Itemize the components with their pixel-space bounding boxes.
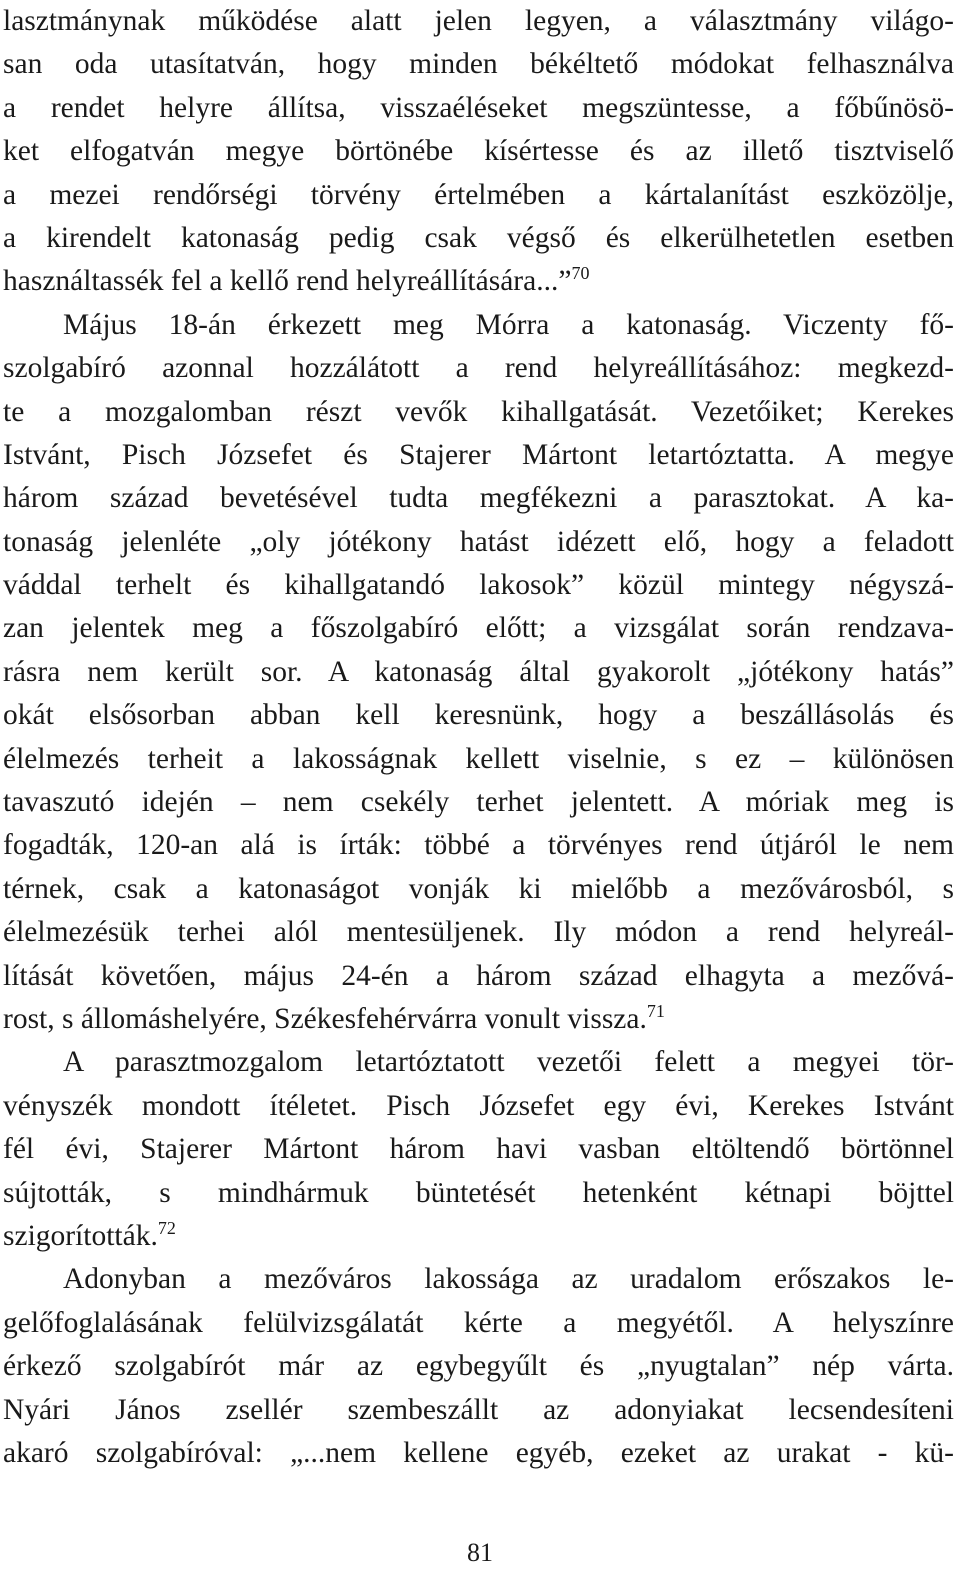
text-line [3, 434, 954, 477]
text-line [3, 1389, 954, 1432]
text-line [3, 1432, 954, 1475]
text-line [3, 868, 954, 911]
text-line [3, 564, 954, 607]
text-line [3, 824, 954, 867]
text-line [3, 1215, 954, 1258]
text-line-content: fogadták, 120-an alá is írták: többé a törvényes rend útjáról le nem [3, 829, 954, 862]
text-line [3, 1345, 954, 1388]
text-line-content: három század bevetésével tudta megfékezni a parasztokat. A ka- [3, 482, 954, 515]
text-line-content: fél évi, Stajerer Mártont három havi vasban eltöltendő börtönnel [3, 1133, 954, 1166]
text-line-content: rásra nem került sor. A katonaság által gyakorolt „jótékony hatás” [3, 655, 954, 688]
text-line-content: lítását követően, május 24-én a három század elhagyta a mezővá- [3, 959, 954, 992]
text-line-content: sújtották, s mindhármuk büntetését hetenként kétnapi böjttel [3, 1176, 954, 1209]
text-line [3, 694, 954, 737]
text-line [3, 477, 954, 520]
text-line-content: te a mozgalomban részt vevők kihallgatását. Vezetőiket; Kerekes [3, 395, 954, 428]
text-line [3, 1041, 954, 1084]
text-line [3, 1085, 954, 1128]
text-line-content: vényszék mondott ítéletet. Pisch Józsefet egy évi, Kerekes Istvánt [3, 1089, 954, 1122]
text-line-content: térnek, csak a katonaságot vonják ki mielőbb a mezővárosból, s [3, 872, 954, 905]
text-line-content: tonaság jelenléte „oly jótékony hatást idézett elő, hogy a feladott [3, 525, 954, 558]
text-line-content: élelmezésük terhei alól mentesüljenek. Ily módon a rend helyreál- [3, 916, 954, 949]
text-line-content: lasztmánynak működése alatt jelen legyen, a választmány világo- [3, 5, 954, 37]
text-line-content: szigorították. [3, 1219, 158, 1252]
text-line [3, 1258, 954, 1301]
text-line [3, 738, 954, 781]
text-line-content: rost, s állomáshelyére, Székesfehérvárra vonult vissza. [3, 1002, 647, 1035]
text-line-content: Nyári János zsellér szembeszállt az adonyiakat lecsendesíteni [3, 1393, 954, 1426]
text-line [3, 1302, 954, 1345]
text-line-content: san oda utasítatván, hogy minden békéltető módokat felhasználva [3, 48, 954, 81]
text-line [3, 0, 954, 43]
text-line-content: élelmezés terheit a lakosságnak kellett viselnie, s ez – különösen [3, 742, 954, 775]
text-line [3, 43, 954, 86]
text-line-content: akaró szolgabíróval: „...nem kellene egyéb, ezeket az urakat - kü- [3, 1436, 954, 1469]
text-line [3, 955, 954, 998]
text-line [3, 781, 954, 824]
text-line-content: használtassék fel a kellő rend helyreállítására...” [3, 265, 572, 298]
text-line-content: zan jelentek meg a főszolgabíró előtt; a vizsgálat során rendzava- [3, 612, 954, 645]
text-line-content: A parasztmozgalom letartóztatott vezetői felett a megyei tör- [63, 1046, 954, 1079]
page-number: 81 [467, 1538, 493, 1567]
text-line [3, 304, 954, 347]
footnote-marker: 70 [571, 263, 590, 284]
text-line-content: ket elfogatván megye börtönébe kísértesse és az illető tisztviselő [3, 135, 954, 168]
text-line-content: Május 18-án érkezett meg Mórra a katonaság. Viczenty fő- [63, 308, 954, 341]
text-line-content: váddal terhelt és kihallgatandó lakosok” közül mintegy négyszá- [3, 569, 954, 602]
text-line-content: Adonyban a mezőváros lakossága az uradalom erőszakos le- [63, 1263, 954, 1296]
text-line-content: a mezei rendőrségi törvény értelmében a kártalanítást eszközölje, [3, 178, 954, 211]
text-line [3, 130, 954, 173]
text-line [3, 607, 954, 650]
text-line-content: szolgabíró azonnal hozzálátott a rend helyreállításához: megkezd- [3, 352, 954, 385]
text-line [3, 347, 954, 390]
text-line [3, 521, 954, 564]
text-line-content: a rendet helyre állítsa, visszaéléseket megszüntesse, a főbűnösö- [3, 91, 954, 124]
text-line [3, 998, 954, 1041]
text-line [3, 174, 954, 217]
text-line-content: gelőfoglalásának felülvizsgálatát kérte a megyétől. A helyszínre [3, 1306, 954, 1339]
footnote-marker: 72 [157, 1217, 176, 1238]
text-line [3, 651, 954, 694]
text-line-content: a kirendelt katonaság pedig csak végső és elkerülhetetlen esetben [3, 221, 954, 254]
footnote-marker: 71 [646, 1000, 665, 1021]
text-line [3, 1172, 954, 1215]
text-line [3, 1128, 954, 1171]
text-line [3, 87, 954, 130]
text-line-content: tavaszutó idején – nem csekély terhet jelentett. A móriak meg is [3, 786, 954, 819]
text-line-content: okát elsősorban abban kell keresnünk, hogy a beszállásolás és [3, 699, 954, 732]
text-line [3, 217, 954, 260]
text-line [3, 911, 954, 954]
text-line [3, 260, 954, 303]
text-line-content: érkező szolgabírót már az egybegyűlt és „nyugtalan” nép várta. [3, 1350, 954, 1383]
text-line-content: Istvánt, Pisch Józsefet és Stajerer Mártont letartóztatta. A megye [3, 438, 954, 471]
text-line [3, 391, 954, 434]
page-body [3, 0, 954, 1475]
